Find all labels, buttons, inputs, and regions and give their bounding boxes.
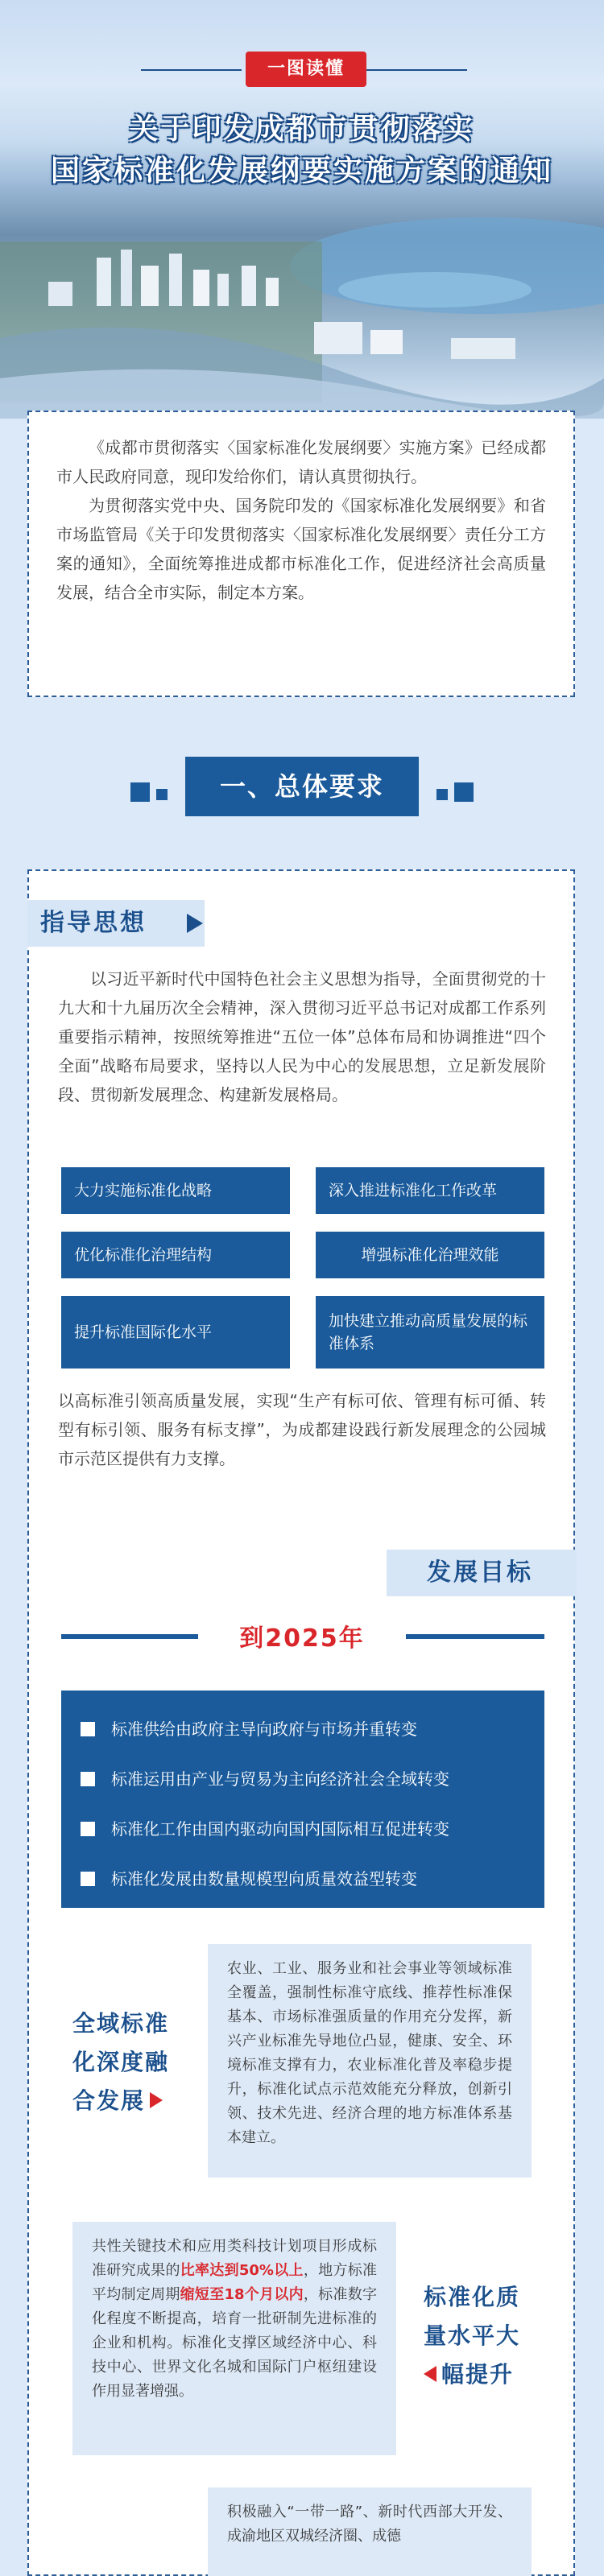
strategy-box-6: 加快建立推动高质量发展的标准体系 (316, 1296, 544, 1368)
strategy-box-3: 优化标准化治理结构 (61, 1232, 290, 1278)
badge-line-right (366, 69, 467, 71)
year-2025-title: 到2025年 (239, 1624, 365, 1653)
page-title-line2: 国家标准化发展纲要实施方案的通知 (50, 155, 553, 188)
banner-square-left-2 (156, 789, 168, 800)
intro-card (27, 411, 575, 697)
intro-paragraph-1: 《成都市贯彻落实〈国家标准化发展纲要〉实施方案》已经成都市人民政府同意，现印发给你们，请认真贯彻执行。 (56, 438, 546, 486)
summary-text-wrap (58, 1386, 546, 1473)
block3-text: 积极融入“一带一路”、新时代西部大开发、成渝地区双城经济圈、成德 (208, 2487, 532, 2576)
banner-square-right-2 (454, 782, 474, 802)
guiding-thought-text-wrap (58, 964, 546, 1109)
development-goals-label: 发展目标 (387, 1550, 577, 1596)
goal-text-1: 标准供给由政府主导向政府与市场并重转变 (111, 1719, 417, 1739)
banner-square-right-1 (436, 789, 448, 800)
checkbox-icon (81, 1822, 95, 1836)
strategy-box-4: 增强标准化治理效能 (316, 1232, 544, 1278)
intro-paragraph-2: 为贯彻落实党中央、国务院印发的《国家标准化发展纲要》和省市场监管局《关于印发贯彻落实〈国家标准化发展纲要〉责任分工方案的通知》，全面统筹推进成都市标准化工作，促进经济社会高质量发展，结合全市实际，制定本方案。 (56, 496, 546, 602)
one-picture-badge: 一图读懂 (246, 52, 366, 87)
arrow-right-icon (187, 914, 203, 933)
goal-text-4: 标准化发展由数量规模型向质量效益型转变 (111, 1869, 417, 1889)
goal-item-1 (81, 1715, 417, 1744)
strategy-box-1: 大力实施标准化战略 (61, 1167, 290, 1214)
goal-text-3: 标准化工作由国内驱动向国内国际相互促进转变 (111, 1819, 449, 1839)
guiding-thought-label: 指导思想 (27, 900, 205, 947)
goal-text-2: 标准运用由产业与贸易为主向经济社会全域转变 (111, 1769, 449, 1789)
guiding-thought-text: 以习近平新时代中国特色社会主义思想为指导，全面贯彻党的十九大和十九届历次全会精神，深入贯彻习近平总书记对成都工作系列重要指示精神，按照统筹推进“五位一体”总体布局和协调推进“四个全面”战略布局要求，坚持以人民为中心的发展思想，立足新发展阶段、贯彻新发展理念、构建新发展格局。 (58, 969, 546, 1104)
goal-item-2 (81, 1765, 449, 1794)
banner-square-left-1 (130, 782, 150, 802)
checkbox-icon (81, 1872, 95, 1886)
strategy-box-2: 深入推进标准化工作改革 (316, 1167, 544, 1214)
goals-list (61, 1690, 544, 1908)
badge-line-left (141, 69, 242, 71)
block1-title: 全域标准 化深度融 合发展 (72, 2010, 170, 2114)
strategy-box-5: 提升标准国际化水平 (61, 1296, 290, 1368)
page-title-line1: 关于印发成都市贯彻落实 (129, 113, 475, 146)
arrow-left-icon (424, 2366, 436, 2382)
checkbox-icon (81, 1722, 95, 1736)
goal-item-3 (81, 1814, 449, 1843)
block2-text: 共性关键技术和应用类科技计划项目形成标准研究成果的比率达到50%以上，地方标准平均制定周期缩短至18个月以内，标准数字化程度不断提高，培育一批研制先进标准的企业和机构。标准化支撑区域经济中心、科技中心、世界文化名城和国际门户枢纽建设作用显著增强。 (72, 2222, 396, 2455)
block2-title: 标准化质 量水平大 幅提升 (424, 2284, 521, 2388)
arrow-right-icon (150, 2092, 163, 2108)
block1-text: 农业、工业、服务业和社会事业等领域标准全覆盖，强制性标准守底线、推荐性标准保基本、市场标准强质量的作用充分发挥，新兴产业标准先导地位凸显，健康、安全、环境标准支撑有力，农业标准化普及率稳步提升，标准化试点示范效能充分释放，创新引领、技术先进、经济合理的地方标准体系基本建立。 (208, 1944, 532, 2178)
goal-item-4 (81, 1864, 417, 1893)
summary-text: 以高标准引领高质量发展，实现“生产有标可依、管理有标可循、转型有标引领、服务有标支撑”，为成都建设践行新发展理念的公园城市示范区提供有力支撑。 (58, 1391, 546, 1468)
section-title-overall: 一、总体要求 (185, 757, 419, 816)
checkbox-icon (81, 1772, 95, 1786)
